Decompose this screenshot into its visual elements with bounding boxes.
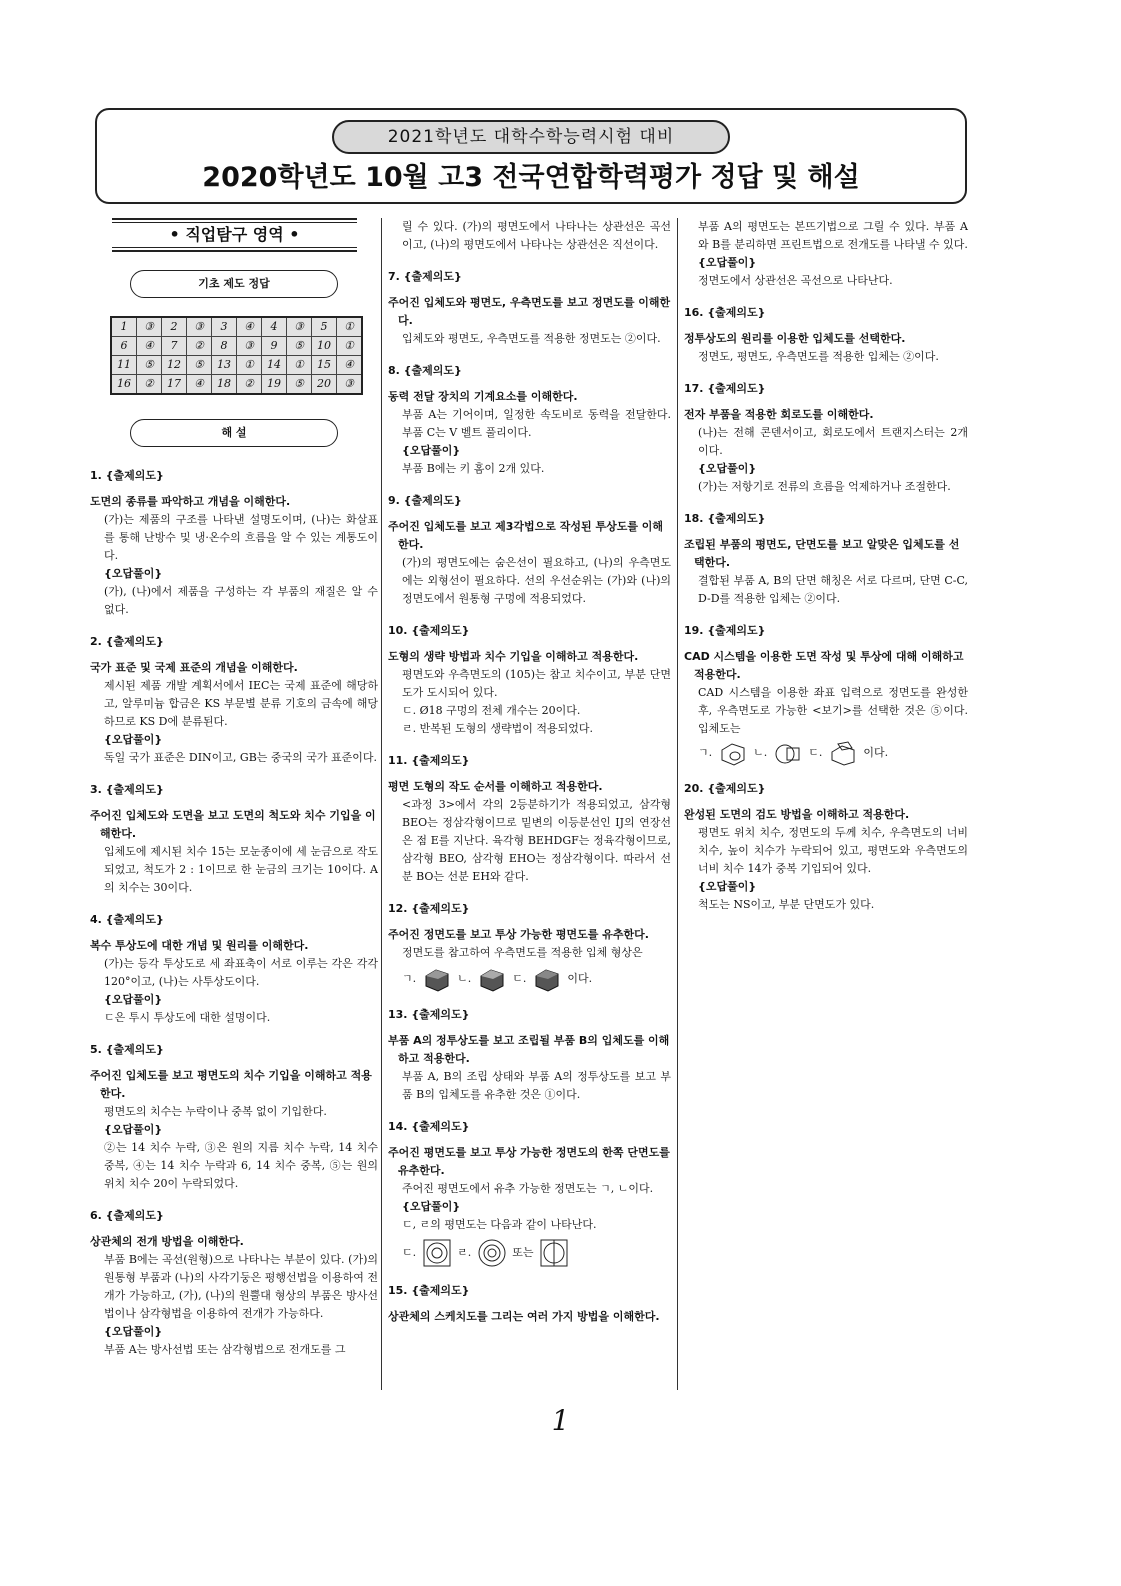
question-number-cell: 4	[262, 317, 287, 337]
column-1	[90, 218, 378, 1359]
plan-view-figure-icon	[477, 1238, 507, 1268]
question-13: 13. {출제의도} 부품 A의 정투상도를 보고 조립될 부품 B의 입체도를 이해하고 적용한다. 부품 A, B의 조립 상태와 부품 A의 정투상도를 보고 부품 B의 입체도를 유추한 것은 ①이다.	[388, 1008, 671, 1101]
page-number: 1	[551, 1404, 570, 1437]
block-figure-icon	[532, 966, 562, 992]
question-20: 20. {출제의도} 완성된 도면의 검도 방법을 이해하고 적용한다. 평면도 위치 치수, 정면도의 두께 치수, 우측면도의 너비 치수, 높이 치수가 누락되어 있고, 평면도와 우측면도의 너비 치수 14가 중복 기입되어 있다. {오답풀이} 척도는 NS이고, 부분 단면도가 있다.	[684, 782, 968, 911]
answer-row	[111, 317, 362, 337]
question-number-cell: 18	[212, 375, 237, 395]
column-divider	[381, 218, 382, 1390]
question-3: 3. {출제의도} 주어진 입체도와 도면을 보고 도면의 척도와 치수 기입을 이해한다. 입체도에 제시된 치수 15는 모눈종이에 세 눈금으로 작도되었고, 척도가 2 : 1이므로 한 눈금의 크기는 10이다. A의 치수는 30이다.	[90, 783, 378, 894]
answer-row	[111, 356, 362, 375]
answer-cell: ⑤	[287, 337, 312, 356]
answer-cell: ②	[237, 375, 262, 395]
plan-view-figure-icon	[422, 1238, 452, 1268]
answer-cell: ②	[187, 337, 212, 356]
question-5: 5. {출제의도} 주어진 입체도를 보고 평면도의 치수 기입을 이해하고 적용한다. 평면도의 치수는 누락이나 중복 없이 기입한다. {오답풀이} ②는 14 치수 누락, ③은 원의 지름 치수 누락, 14 치수 중복, ④는 14 치수 누락과 6, 14 치수 중복, ⑤는 원의 위치 치수 20이 누락되었다.	[90, 1043, 378, 1190]
iso-figure-icon	[828, 740, 858, 766]
header-subtitle: 2021학년도 대학수학능력시험 대비	[332, 120, 730, 154]
question-number-cell: 9	[262, 337, 287, 356]
block-figure-icon	[422, 966, 452, 992]
answer-cell: ③	[187, 317, 212, 337]
question-8: 8. {출제의도} 동력 전달 장치의 기계요소를 이해한다. 부품 A는 기어이며, 일정한 속도비로 동력을 전달한다. 부품 C는 V 벨트 풀리이다. {오답풀이} 부품 B에는 키 홈이 2개 있다.	[388, 364, 671, 475]
iso-figure-icon	[718, 740, 748, 766]
answer-cell: ⑤	[287, 375, 312, 395]
answer-cell: ①	[237, 356, 262, 375]
question-number-cell: 17	[162, 375, 187, 395]
question-6-continued: 릴 수 있다. (가)의 평면도에서 나타나는 상관선은 곡선이고, (나)의 평면도에서 나타나는 상관선은 직선이다.	[402, 220, 671, 251]
answer-cell: ①	[287, 356, 312, 375]
question-19: 19. {출제의도} CAD 시스템을 이용한 도면 작성 및 투상에 대해 이해하고 적용한다. CAD 시스템을 이용한 좌표 입력으로 정면도를 완성한 후, 우측면도로 가능한 <보기>를 선택한 것은 ⑤이다. 입체도는 ㄱ. ㄴ. ㄷ. 이다.	[684, 622, 968, 766]
question-number-cell: 10	[312, 337, 337, 356]
question-number-cell: 14	[262, 356, 287, 375]
question-number-cell: 3	[212, 317, 237, 337]
block-figure-icon	[477, 966, 507, 992]
question-number-cell: 7	[162, 337, 187, 356]
question-number-cell: 5	[312, 317, 337, 337]
page-title: 2020학년도 10월 고3 전국연합학력평가 정답 및 해설	[202, 162, 860, 193]
question-16: 16. {출제의도} 정투상도의 원리를 이용한 입체도를 선택한다. 정면도, 평면도, 우측면도를 적용한 입체는 ②이다.	[684, 306, 939, 363]
figure-row: ㄱ. ㄴ. ㄷ. 이다.	[388, 966, 671, 992]
question-9: 9. {출제의도} 주어진 입체도를 보고 제3각법으로 작성된 투상도를 이해한다. (가)의 평면도에는 숨은선이 필요하고, (나)의 우측면도에는 외형선이 필요하다. 선의 우선순위는 (가)와 (나)의 정면도에서 원통형 구멍에 적용되었다.	[388, 494, 671, 605]
answer-cell: ④	[237, 317, 262, 337]
column-3: 부품 A의 평면도는 본뜨기법으로 그릴 수 있다. 부품 A와 B를 분리하면 프린트법으로 전개도를 나타낼 수 있다. {오답풀이} 정면도에서 상관선은 곡선으로 나타난다. 16. {출제의도} 정투상도의 원리를 이용한 입체도를 선택한다. 정면도, 평면도, 우측면도를 적용한 입체는 ②이다. 17. {출제의도} 전자 부품을 적용한 회로도를 이해한다. (나)는 전해 콘덴서이고, 회로도에서 트랜지스터는 2개이다. {오답풀이} (가)는 저항기로 전류의 흐름을 억제하거나 조절한다. 18. {출제의도} 조립된 부품의 평면도, 단면도를 보고 알맞은 입체도를 선택한다. 결합된 부품 A, B의 단면 해칭은 서로 다르며, 단면 C-C, D-D를 적용한 입체는 ②이다. 19. {출제의도} CAD 시스템을 이용한 도면 작성 및 투상에 대해 이해하고 적용한다. CAD 시스템을 이용한 좌표 입력으로 정면도를 완성한 후, 우측면도로 가능한 <보기>를 선택한 것은 ⑤이다. 입체도는 ㄱ. ㄴ. ㄷ. 이다. 20. {출제의도} 완성된 도면의 검도 방법을 이해하고 적용한다. 평면도 위치 치수, 정면도의 두께 치수, 우측면도의 너비 치수, 높이 치수가 누락되어 있고, 평면도와 우측면도의 너비 치수 14가 중복 기입되어 있다. {오답풀이} 척도는 NS이고, 부분 단면도가 있다.	[684, 218, 968, 914]
question-11: 11. {출제의도} 평면 도형의 작도 순서를 이해하고 적용한다. <과정 3>에서 각의 2등분하기가 적용되었고, 삼각형 BEO는 정삼각형이므로 밑변의 이등분선인 IJ의 연장선은 점 E를 지난다. 육각형 BEHDGF는 정육각형이므로, 삼각형 BEO, 삼각형 EHO는 정삼각형이다. 따라서 선분 BO는 선분 EH와 같다.	[388, 754, 671, 883]
question-6: 6. {출제의도} 상관체의 전개 방법을 이해한다. 부품 B에는 곡선(원형)으로 나타나는 부분이 있다. (가)의 원통형 부품과 (나)의 사각기둥은 평행선법을 이용하여 전개가 가능하고, (가), (나)의 원뿔대 형상의 부품은 방사선법이나 삼각형법을 이용하여 전개가 가능하다. {오답풀이} 부품 A는 방사선법 또는 삼각형법으로 전개도를 그	[90, 1209, 378, 1356]
answer-cell: ③	[237, 337, 262, 356]
question-number-cell: 6	[111, 337, 137, 356]
question-number-cell: 8	[212, 337, 237, 356]
answer-key-label: 기초 제도 정답	[130, 270, 338, 298]
section-title: • 직업탐구 영역 •	[112, 218, 357, 252]
answer-cell: ③	[337, 375, 363, 395]
question-number-cell: 16	[111, 375, 137, 395]
answer-cell: ①	[337, 337, 363, 356]
column-2	[388, 218, 671, 1326]
answer-cell: ④	[337, 356, 363, 375]
plan-view-figure-icon	[539, 1238, 569, 1268]
question-14: 14. {출제의도} 주어진 평면도를 보고 투상 가능한 정면도의 한쪽 단면도를 유추한다. 주어진 평면도에서 유추 가능한 정면도는 ㄱ, ㄴ이다. {오답풀이} ㄷ, ㄹ의 평면도는 다음과 같이 나타난다. ㄷ. ㄹ. 또는	[388, 1118, 671, 1268]
question-7: 7. {출제의도} 주어진 입체도와 평면도, 우측면도를 보고 정면도를 이해한다. 입체도와 평면도, 우측면도를 적용한 정면도는 ②이다.	[388, 270, 671, 345]
question-number-cell: 19	[262, 375, 287, 395]
answer-cell: ③	[137, 317, 162, 337]
question-12: 12. {출제의도} 주어진 정면도를 보고 투상 가능한 평면도를 유추한다. 정면도를 참고하여 우측면도를 적용한 입체 형상은 ㄱ. ㄴ. ㄷ. 이다.	[388, 900, 671, 992]
question-number-cell: 2	[162, 317, 187, 337]
figure-row: ㄱ. ㄴ. ㄷ. 이다.	[684, 740, 968, 766]
question-number-cell: 15	[312, 356, 337, 375]
question-18: 18. {출제의도} 조립된 부품의 평면도, 단면도를 보고 알맞은 입체도를 선택한다. 결합된 부품 A, B의 단면 해칭은 서로 다르며, 단면 C-C, D-D를 적용한 입체는 ②이다.	[684, 512, 968, 605]
answer-cell: ③	[287, 317, 312, 337]
question-17: 17. {출제의도} 전자 부품을 적용한 회로도를 이해한다. (나)는 전해 콘덴서이고, 회로도에서 트랜지스터는 2개이다. {오답풀이} (가)는 저항기로 전류의 흐름을 억제하거나 조절한다.	[684, 382, 968, 493]
answer-table	[110, 316, 363, 395]
figure-row: ㄷ. ㄹ. 또는	[388, 1238, 671, 1268]
answer-cell: ①	[337, 317, 363, 337]
question-4: 4. {출제의도} 복수 투상도에 대한 개념 및 원리를 이해한다. (가)는 등각 투상도로 세 좌표축이 서로 이루는 각은 각각 120°이고, (나)는 사투상도이다. {오답풀이} ㄷ은 투시 투상도에 대한 설명이다.	[90, 913, 378, 1024]
question-number-cell: 11	[111, 356, 137, 375]
answer-row	[111, 337, 362, 356]
question-number-cell: 12	[162, 356, 187, 375]
answer-cell: ⑤	[187, 356, 212, 375]
iso-figure-icon	[773, 740, 803, 766]
question-15-continued: 부품 A의 평면도는 본뜨기법으로 그릴 수 있다. 부품 A와 B를 분리하면 프린트법으로 전개도를 나타낼 수 있다.	[698, 220, 968, 251]
question-number-cell: 20	[312, 375, 337, 395]
question-10: 10. {출제의도} 도형의 생략 방법과 치수 기입을 이해하고 적용한다. 평면도와 우측면도의 (105)는 참고 치수이고, 부분 단면도가 도시되어 있다. ㄷ. Ø18 구멍의 전체 개수는 20이다. ㄹ. 반복된 도형의 생략법이 적용되었다.	[388, 624, 671, 735]
answer-row	[111, 375, 362, 395]
answer-cell: ②	[137, 375, 162, 395]
answer-cell: ④	[187, 375, 212, 395]
explanation-label: 해 설	[130, 419, 338, 447]
answer-cell: ④	[137, 337, 162, 356]
column-divider	[677, 218, 678, 1390]
question-15: 15. {출제의도} 상관체의 스케치도를 그리는 여러 가지 방법을 이해한다.	[388, 1284, 660, 1323]
question-number-cell: 13	[212, 356, 237, 375]
question-number-cell: 1	[111, 317, 137, 337]
question-1: 1. {출제의도} 도면의 종류를 파악하고 개념을 이해한다. (가)는 제품의 구조를 나타낸 설명도이며, (나)는 화살표를 통해 난방수 및 냉·온수의 흐름을 알 수 있는 계통도이다. {오답풀이} (가), (나)에서 제품을 구성하는 각 부품의 재질은 알 수 없다.	[90, 469, 378, 616]
question-2: 2. {출제의도} 국가 표준 및 국제 표준의 개념을 이해한다. 제시된 제품 개발 계획서에서 IEC는 국제 표준에 해당하고, 알루미늄 합금은 KS 부문별 분류 기호의 금속에 해당하므로 KS D에 분류된다. {오답풀이} 독일 국가 표준은 DIN이고, GB는 중국의 국가 표준이다.	[90, 635, 378, 764]
answer-cell: ⑤	[137, 356, 162, 375]
